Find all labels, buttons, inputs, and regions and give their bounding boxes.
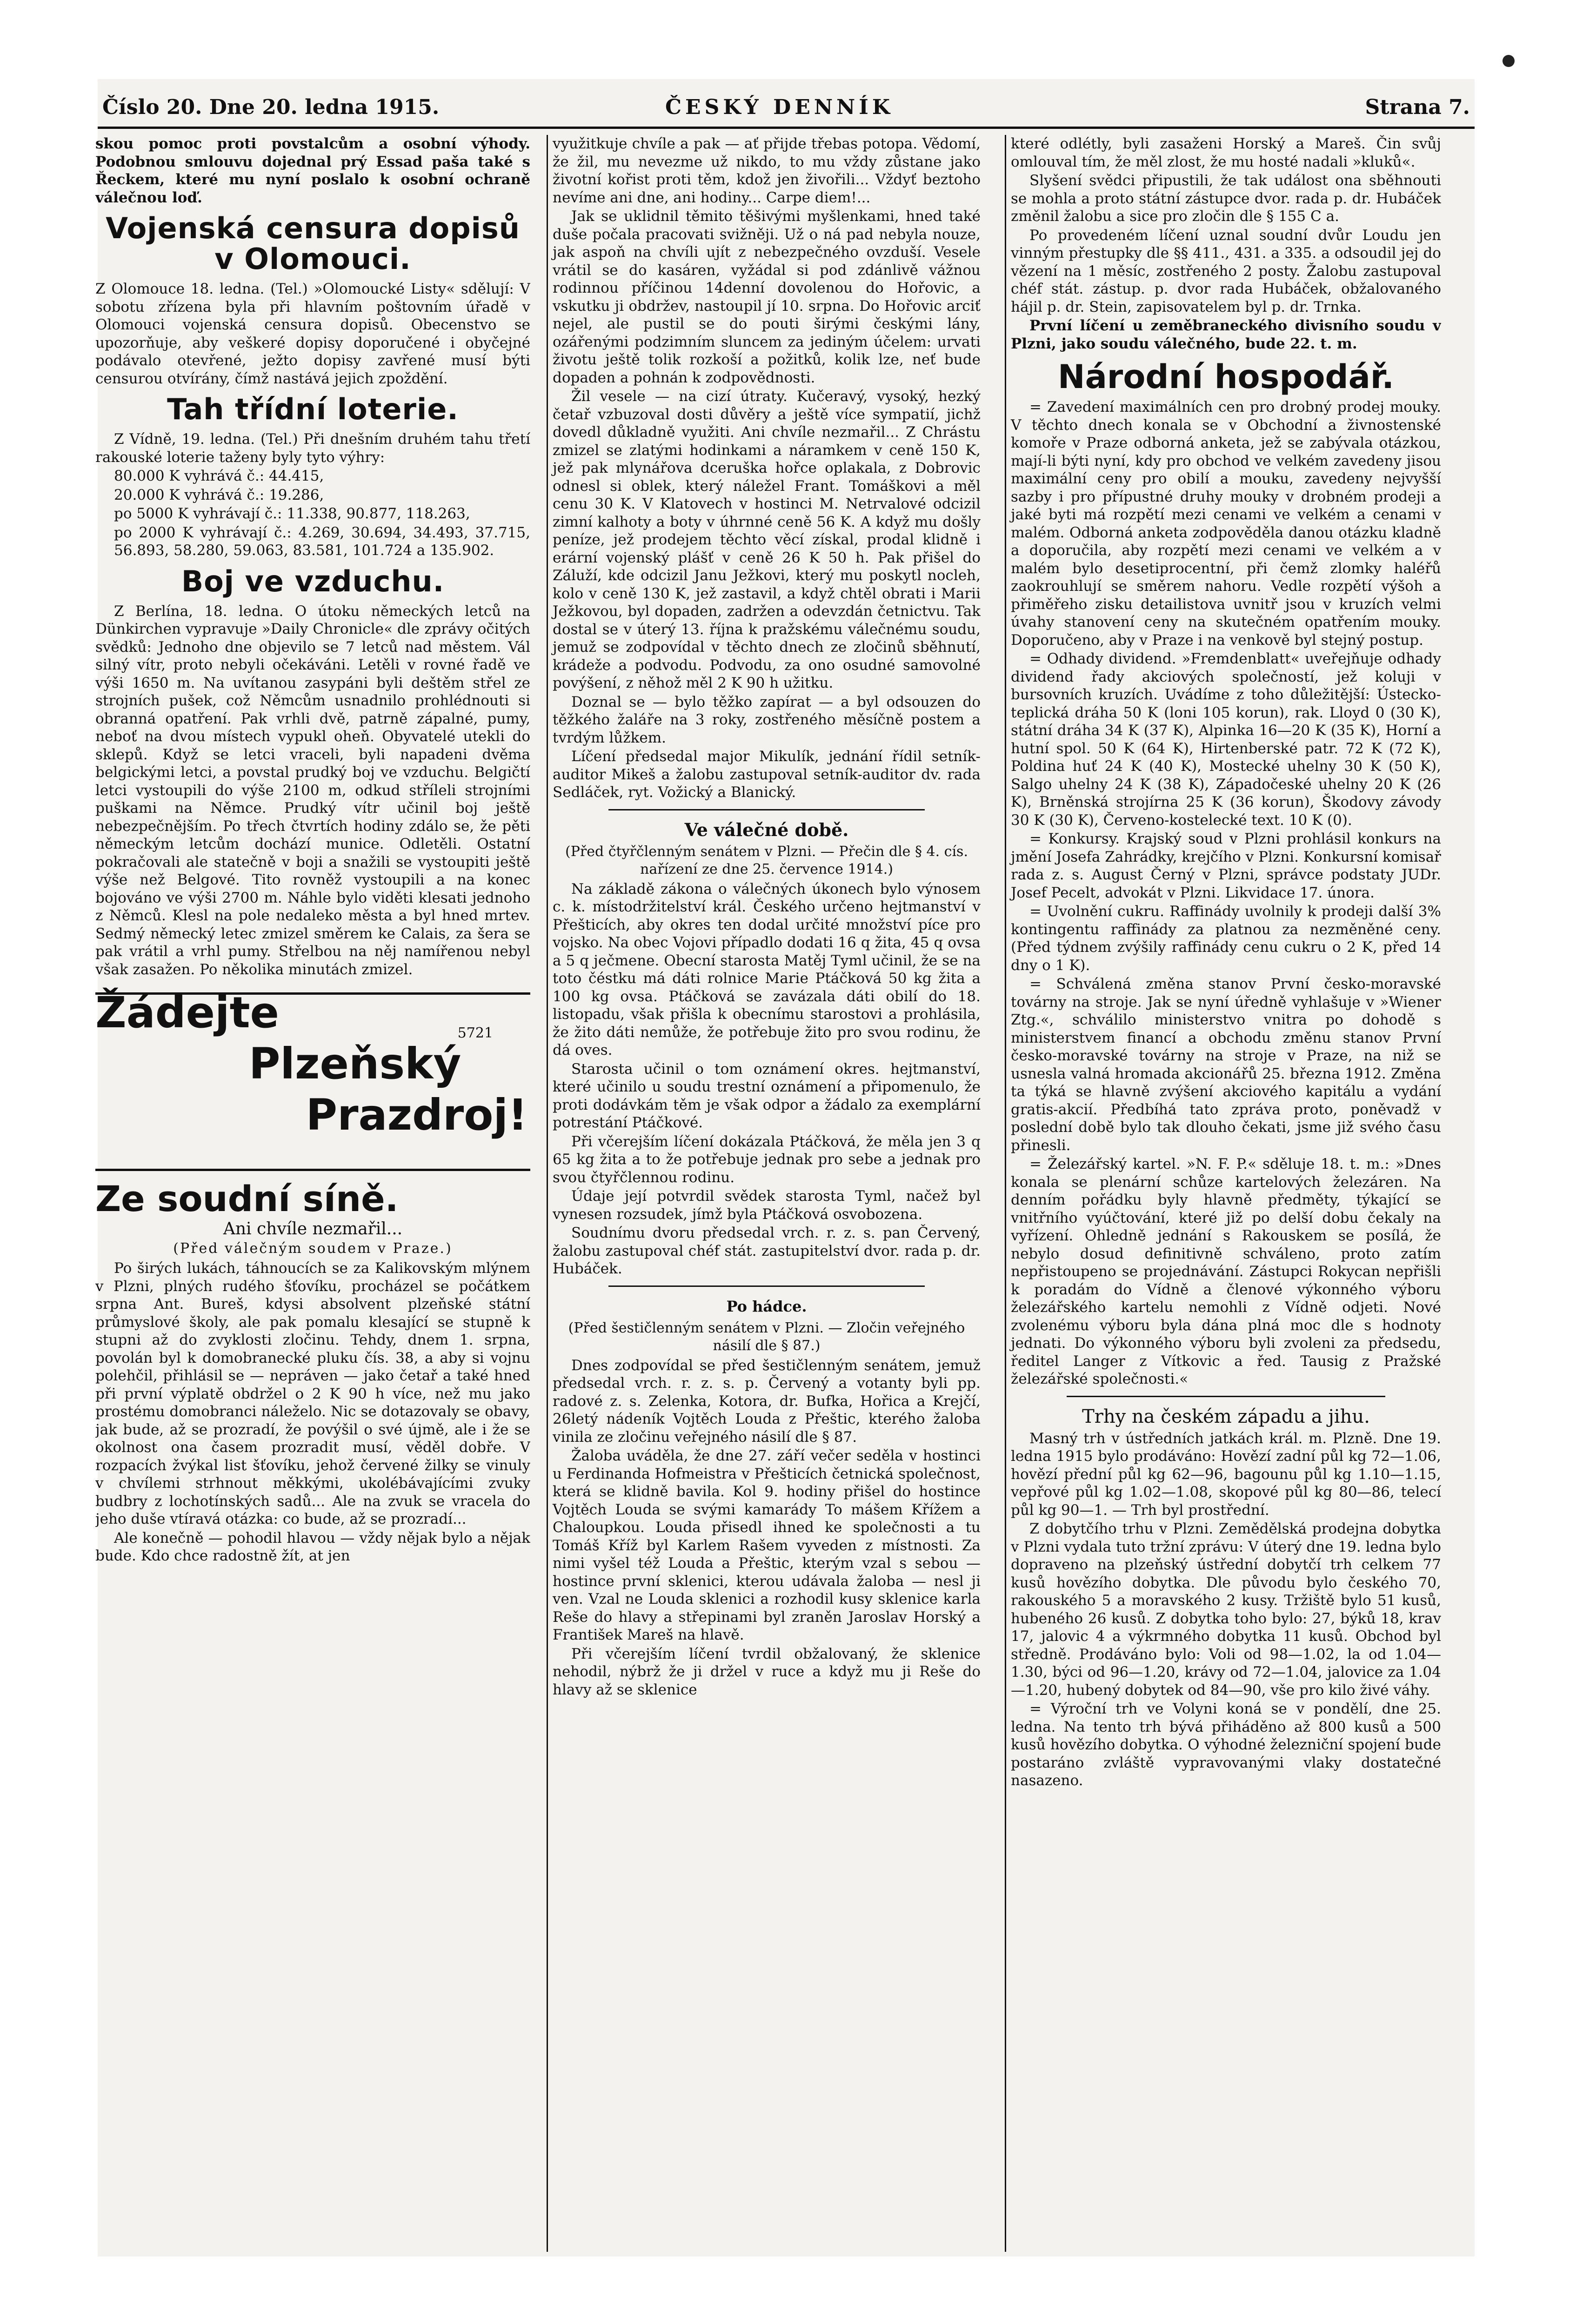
paragraph: = Uvolnění cukru. Raffinády uvolnily k prodeji další 3% kontingentu raffinády za platnou za nezměněné ceny. (Před týdnem zvýšily raffinády cenu cukru o 2 K, před 14 dny o 1 K). (1011, 903, 1441, 974)
paragraph: využitkuje chvíle a pak — ať přijde třebas potopa. Vědomí, že žil, mu nevezme už nikdo, to mu vždy zůstane jako životní kořist proti těm, kdož jen živořili... Vždyť beztoho nevíme ani dne, ani hodiny... Carpe diem!... (553, 135, 981, 206)
section-heading-censura: Vojenská censura dopisů v Olomouci. (106, 211, 520, 276)
advertisement-prazdroj (95, 988, 530, 1171)
section-heading-soudni-sine: Ze soudní síně. (95, 1178, 399, 1219)
paragraph: Ale konečně — pohodil hlavou — vždy nějak bylo a nějak bude. Kdo chce radostně žít, at jen (95, 1529, 530, 1564)
column-2 (547, 135, 981, 2252)
paragraph: Slyšení svědci připustili, že tak událost ona sběhnouti se mohla a proto státní zástupce dvor. rada p. dr. Hubáček změnil žalobu a sice pro zločin dle § 155 C a. (1011, 172, 1441, 225)
ad-line-1: Žádejte (95, 988, 279, 1038)
paragraph: Údaje její potvrdil svědek starosta Tyml, načež byl vynesen rozsudek, jímž byla Ptáčková osvobozena. (553, 1188, 981, 1223)
paragraph: Doznal se — bylo těžko zapírat — a byl odsouzen do těžkého žaláře na 3 roky, zostřeného měsíčně postem a tvrdým lůžkem. (553, 693, 981, 746)
paragraph: První líčení u zeměbraneckého divisního soudu v Plzni, jako soudu válečného, bude 22. t. m. (1011, 317, 1441, 352)
page-header (102, 95, 1470, 123)
paragraph: = Schválená změna stanov První česko-moravské továrny na stroje. Jak se nyní úředně vyhlašuje v »Wiener Ztg.«, schválilo ministerstvo vnitra po dohodě s ministerstvem financí a obchodu změnu stanov První česko-moravské továrny na stroje v Praze, na niž se usnesla valná hromada akcionářů 25. března 1912. Změna ta týká se hlavně zvýšení akciového kapitálu a vydání gratis-akcií. Předbíhá tato zpráva proto, poněvadž v poslední době bylo tak dlouho čekati, jsme již svého času přinesli. (1011, 976, 1441, 1154)
paragraph: = Konkursy. Krajský soud v Plzni prohlásil konkurs na jmění Josefa Zahrádky, krejčího v Plzni. Konkursní komisař rada z. s. August Černý v Plzni, správce podstaty JUDr. Josef Pecelt, advokát v Plzni. Likvidace 17. února. (1011, 830, 1441, 901)
divider (1067, 1396, 1385, 1397)
section-heading-trhy: Trhy na českém západu a jihu. (1082, 1406, 1370, 1427)
paragraph: Soudnímu dvoru předsedal vrch. r. z. s. pan Červený, žalobu zastupoval chéf stát. zastupitelství dvor. rada p. dr. Hubáček. (553, 1225, 981, 1277)
ad-line-2: Plzeňský (249, 1039, 461, 1089)
paragraph: Při včerejším líčení tvrdil obžalovaný, že sklenice nehodil, nýbrž že ji držel v ruce a když mu ji Reše do hlavy až se sklenice (553, 1645, 981, 1698)
ad-code: 5721 (457, 1025, 493, 1041)
newspaper-title: ČESKÝ DENNÍK (665, 95, 894, 119)
column-3 (1005, 135, 1441, 2252)
ink-spot (1503, 55, 1515, 67)
article-title: Ani chvíle nezmařil... (223, 1219, 403, 1238)
header-rule (98, 127, 1475, 129)
section-heading-po-hadce: Po hádce. (726, 1297, 807, 1315)
paragraph: Dnes zodpovídal se před šestičlenným senátem, jemuž předsedal vrch. r. z. s. p. Červený a votanty byli pp. radové z. s. Zelenka, Kotora, dr. Bufka, Hořica a Krejčí, 26letý nádeník Vojtěch Louda z Přeštic, kterého žaloba vinila ze zločinu veřejného násilí dle § 87. (553, 1357, 981, 1446)
lottery-line: po 5000 K vyhrávají č.: 11.338, 90.877, 118.263, (114, 505, 470, 522)
section-heading-valecne-dobe: Ve válečné době. (684, 819, 849, 840)
intro-paragraph: skou pomoc proti povstalcům a osobní výhody. Podobnou smlouvu dojednal prý Essad paša také s Řeckem, které mu nyní poslalo k osobní ochraně válečnou loď. (95, 135, 530, 206)
issue-date: Číslo 20. Dne 20. ledna 1915. (102, 95, 440, 119)
paragraph: Po provedeném líčení uznal soudní dvůr Loudu jen vinným přestupky dle §§ 411., 431. a 335. a odsoudil jej do vězení na 1 měsíc, zostřeného 2 posty. Žalobu zastupoval chéf stát. zástup. p. dvor rada Hubáček, obžalovaného hájil p. dr. Stein, zapisovatelem byl p. dr. Trnka. (1011, 227, 1441, 315)
paragraph: Žil vesele — na cizí útraty. Kučeravý, vysoký, hezký četař vzbuzoval dosti důvěry a ještě více sympatií, jichž dovedl důkladně využiti. Ani chvíle nezmařil... Z Chrástu zmizel se zlatými hodinkami a náramkem v ceně 150 K, jež pak mlynářova dceruška hořce oplakala, z Dobrovic odnesl si oblek, který náležel Frant. Tomáškovi a měl cenu 30 K. V Klatovech v hostinci M. Netrvalové odcizil zimní kalhoty a boty v úhrnné ceně 56 K. A když mu došly peníze, jež prodejem těchto věcí získal, prodal klidně i erární vojenský plášť v ceně 26 K 50 h. Pak přišel do Záluží, kde odcizil Janu Ježkovi, který mu poskytl nocleh, kolo v ceně 130 K, jež zastavil, a když chtěl obrati i Marii Ježkovou, byl dopaden, zadržen a odevzdán četnictvu. Tak dostal se v úterý 13. října k pražskému válečnému soudu, jemuž se zodpovídal v těchto dnech ze zločinů sběhnutí, krádeže a podvodu. Podvodu, za ono osudné samovolné povýšení, z něhož měl 2 K 90 h užitku. (553, 388, 981, 691)
paragraph: Z Olomouce 18. ledna. (Tel.) »Olomoucké Listy« sdělují: V sobotu zřízena byla při hlavním poštovním úřadě v Olomouci vojenská censura dopisů. Obecenstvo se upozorňuje, aby veškeré dopisy doporučené i obyčejné podávalo otevřené, ježto dopisy zavřené musí býti censurou otvírány, čímž nastává jejich zpoždění. (95, 281, 530, 387)
ad-line-3: Prazdroj! (306, 1090, 528, 1140)
lottery-line: 80.000 K vyhrává č.: 44.415, (114, 468, 324, 484)
paragraph: = Železářský kartel. »N. F. P.« sděluje 18. t. m.: »Dnes konala se plenární schůze kartelových železáren. Na denním pořádku byly hlavně předměty, týkající se vnitřního vyúčtování, které již po delší dobu čekaly na vyřízení. Ohledně jednání s Rakouskem se posílá, že nebylo dosud definitivně schváleno, proto zatím nepřistoupeno se projednávání. Zástupci Rokycan nepřišli k poradám do Vídně a členové výkonného výboru železářského kartelu nemohli z Vídně odjeti. Nové zvolenému výboru byla dána plná moc dle s hodnoty jednati. Do výkonného výboru byli zvoleni za předsedu, ředitel Langer z Vítkovic a řed. Tausig z Pražské železářské společnosti.« (1011, 1156, 1441, 1387)
article-subtitle: (Před válečným soudem v Praze.) (173, 1240, 453, 1257)
section-heading-loterie: Tah třídní loterie. (167, 392, 459, 426)
divider (608, 1285, 925, 1287)
paragraph: Po širých lukách, táhnoucích se za Kalikovským mlýnem v Plzni, plných rudého šťovíku, procházel se počátkem srpna Ant. Bureš, kdysi absolvent plzeňské státní průmyslové školy, ale pak pomalu klesající se stupně k stupni až do zvyklosti zločinu. Tehdy, dnem 1. srpna, povolán byl k domobranecké pluku čís. 38, a aby si vojnu polehčil, přihlásil se — nepráven — jako četař a také hned při první výplatě obdržel o 2 K 90 h více, než mu jako prostému domobranci náleželo. Nic se dotazovaly se obavy, jak bude, až se prozradí, že povýšil o své újmě, ale i že se okolnost ona časem prozradit musí, věděl dobře. V rozpacích žvýkal list šťovíku, jehož červené žilky se vinuly v chvílemi strhnout měkkými, ukolébávajícími zvuky budbry z lochotínských sadů... Ale na zvuk se vracela do jeho duše vtíravá otázka: co bude, až se prozradí... (95, 1260, 530, 1527)
paragraph: Při včerejším líčení dokázala Ptáčková, že měla jen 3 q 65 kg žita a to že potřebuje jednak pro sebe a jednak pro svou čtyřčlennou rodinu. (553, 1133, 981, 1186)
paragraph: = Zavedení maximálních cen pro drobný prodej mouky. V těchto dnech konala se v Obchodní a živnostenské komoře v Praze odborná anketa, jež se zabývala otázkou, mají-li býti nyní, kdy pro obchod ve velkém zavedeny jisou maximální ceny pro obilí a mouku, zavedeny nejvyšší sazby i pro přípustné druhy mouky v drobném prodeji a jaké byti má rozpětí mezi cenami ve velkém a cenami v malém. Odborná anketa zodpověděla danou otázku kladně a doporučila, aby rozpětí mezi cenami ve velkém a v malém bylo desetiprocentní, při čemž zlomky haléřů zaokrouhlují se směrem nahoru. Vedle rozpětí výšoh a přiměřeho zisku detailistova uvnitř jsou v kruzích velmi úvahy stanovení ceny na skutečném opatřením mouky. Doporučeno, aby v Praze i na venkově byl stejný postup. (1011, 399, 1441, 649)
paragraph: Z dobytčího trhu v Plzni. Zemědělská prodejna dobytka v Plzni vydala tuto tržní zprávu: V úterý dne 19. ledna bylo dopraveno na plzeňský ústřední dobytčí trh celkem 77 kusů hovězího dobytka. Dle původu bylo českého 70, rakouského 5 a moravského 2 kusy. Tržiště bylo 51 kusů, hubeného 26 kusů. Z dobytka toho bylo: 27, býků 18, krav 17, jalovic 4 a výkrmného dobytka 11 kusů. Obchod byl středně. Prodáváno bylo: Voli od 98—1.02, la od 1.04—1.30, býci od 96—1.20, krávy od 72—1.04, jalovice za 1.04—1.20, hubený dobytek od 84—90, vše pro kilo živé váhy. (1011, 1520, 1441, 1699)
lottery-line: po 2000 K vyhrávají č.: 4.269, 30.694, 34.493, 37.715, 56.893, 58.280, 59.063, 83.581, 101.724 a 135.902. (114, 524, 530, 559)
paragraph: Z Berlína, 18. ledna. O útoku německých letců na Dünkirchen vypravuje »Daily Chronicle« dle zprávy očitých svědků: Jednoho dne objevilo se 7 letců nad městem. Vál silný vítr, proto nebyli očekáváni. Letěli v rovné řadě ve výši 1650 m. Na uvítanou zasypáni byli deštěm střel ze strojních pušek, což Němcům usnadnilo prohlédnouti si obranná opatření. Pak vrhli dvě, patrně zápalné, pumy, neboť na dvou místech vypukl oheň. Obyvatelé utekli do sklepů. Když se letci vraceli, byli napadeni dvěma belgickými letci, a povstal prudký boj ve vzduchu. Belgičtí letci vystoupili do výše 2100 m, odkud stříleli strojními puškami na Němce. Prudký vítr učinil boj ještě nebezpečnějším. Po třech čtvrtích hodiny zdálo se, že pěti německým letcům dochází munice. Odletěli. Ostatní pokračovali ale statečně v boji a snažili se vystoupiti ještě výše než Belgové. Tito rovněž vystoupili a na konec bojováno ve výši 2700 m. Náhle bylo viděti klesati jednoho z Němců. Klesl na pole nedaleko města a byl hned mrtev. Sedmý německý letec zmizel směrem ke Calais, za šera se pak vrátil a vrhl pumy. Střelbou na něj namířenou nebyl však zasažen. Po několika minutách zmizel. (95, 603, 530, 978)
section-heading-narodni-hospodar: Národní hospodář. (1057, 358, 1394, 396)
paragraph: Žaloba uváděla, že dne 27. září večer seděla v hostinci u Ferdinanda Hofmeistra v Přešticích četnická společnost, která se klidně bavila. Kol 9. hodiny přišel do hostince Vojtěch Louda se svými kamarády To mášem Křížem a Chaloupkou. Louda přisedl ihned ke společnosti a tu Tomáš Kříž byl Karlem Rašem vyveden z místnosti. Za nimi vyšel též Louda a Přeštic, kterým vzal s sebou — hostince první sklenici, kterou udávala žaloba — nesl ji ven. Vzal ne Louda sklenici a rozhodil kusy sklenice karla Reše do hlavy a střepinami byl zraněn Jaroslav Horský a František Mareš na hlavě. (553, 1447, 981, 1643)
paragraph: Z Vídně, 19. ledna. (Tel.) Při dnešním druhém tahu třetí rakouské loterie taženy byly tyto výhry: (95, 431, 530, 466)
article-subtitle: (Před šestičlenným senátem v Plzni. — Zločin veřejného násilí dle § 87.) (568, 1319, 965, 1354)
divider (608, 809, 925, 810)
paragraph: Starosta učinil o tom oznámení okres. hejtmanství, které učinilo u soudu trestní oznámení a připomenulo, že proti dodávkám těm je však odpor a žádalo za exemplární potrestání Ptáčkové. (553, 1060, 981, 1131)
paragraph: Masný trh v ústředních jatkách král. m. Plzně. Dne 19. ledna 1915 bylo prodáváno: Hovězí zadní půl kg 72—1.06, hovězí přední půl kg 62—96, bagounu půl kg 1.10—1.15, vepřové půl kg 1.02—1.08, skopové půl kg 80—86, telecí půl kg 90—1. — Trh byl prostřední. (1011, 1430, 1441, 1519)
paragraph: = Odhady dividend. »Fremdenblatt« uveřejňuje odhady dividend řady akciových společností, jež koluji v bursovních kruzích. Uvádíme z toho důležitější: Ústecko-teplická dráha 50 K (loni 105 korun), rak. Lloyd 0 (30 K), státní dráha 34 K (37 K), Alpinka 16—20 K (35 K), Horní a hutní spol. 50 K (64 K), Hirtenberské patr. 72 K (72 K), Poldina huť 24 K (40 K), Mostecké uhelny 30 K (50 K), Salgo uhelny 24 K (38 K), Západočeské uhelny 20 K (26 K), Brněnská strojírna 25 K (36 korun), Škodovy závody 30 K (30 K), Červeno-kostelecké text. 10 K (0). (1011, 650, 1441, 829)
paragraph: Jak se uklidnil těmito těšivými myšlenkami, hned také duše počala pracovati svižněji. Už o ná pad nebyla nouze, jak aspoň na chvíli ujít z nebezpečného ovzduší. Vesele vrátil se do kasáren, vyžádal si pod zdánlivě vážnou rodinnou příčinou 14denní dovolenou do Hořovic, a vskutku ji obdržev, nastoupil jí 10. srpna. Do Hořovic arciť nejel, ale pustil se do pouti širými českými lány, ozářenými podzimním sluncem za jediným účelem: urvati životu ještě tolik rozkoší a požitků, kolik lze, neť bude dopaden a pohnán k zodpovědnosti. (553, 208, 981, 386)
paragraph: Líčení předsedal major Mikulík, jednání řídil setník-auditor Mikeš a žalobu zastupoval setník-auditor dv. rada Sedláček, ryt. Vožický a Blanický. (553, 748, 981, 801)
section-heading-boj: Boj ve vzduchu. (181, 564, 445, 598)
lottery-line: 20.000 K vyhrává č.: 19.286, (114, 486, 324, 503)
page-number: Strana 7. (1365, 95, 1470, 119)
column-1 (95, 135, 530, 2252)
paragraph: které odlétly, byli zasaženi Horský a Mareš. Čin svůj omlouval tím, že měl zlost, že mu hosté nadali »kluků«. (1011, 135, 1441, 170)
paragraph: Na základě zákona o válečných úkonech bylo výnosem c. k. místodržitelství král. Českého určeno hejtmanství v Přešticích, aby okres ten dodal určité množství píce pro vojsko. Na obec Vojovi případlo dodati 16 q žita, 45 q ovsa a 5 q ječmene. Obecní starosta Matěj Tyml učinil, že se na toto čéstku má dáti rolnice Marie Ptáčková 50 kg žita a 100 kg ovsa. Ptáčková se zavázala dáti obilí do 18. listopadu, však přišla k obecnímu starostovi a prohlásila, že žito dáti nemůže, že potřebuje žito pro svou rodinu, že dá oves. (553, 880, 981, 1058)
article-subtitle: (Před čtyřčlenným senátem v Plzni. — Přečin dle § 4. cís. nařízení ze dne 25. července 1914.) (565, 843, 968, 877)
paragraph: = Výroční trh ve Volyni koná se v pondělí, dne 25. ledna. Na tento trh bývá přiháděno až 800 kusů a 500 kusů hovězího dobytka. O výhodné železniční spojení bude postaráno zvláště vypravovanými vlaky dostatečné nasazeno. (1011, 1700, 1441, 1789)
